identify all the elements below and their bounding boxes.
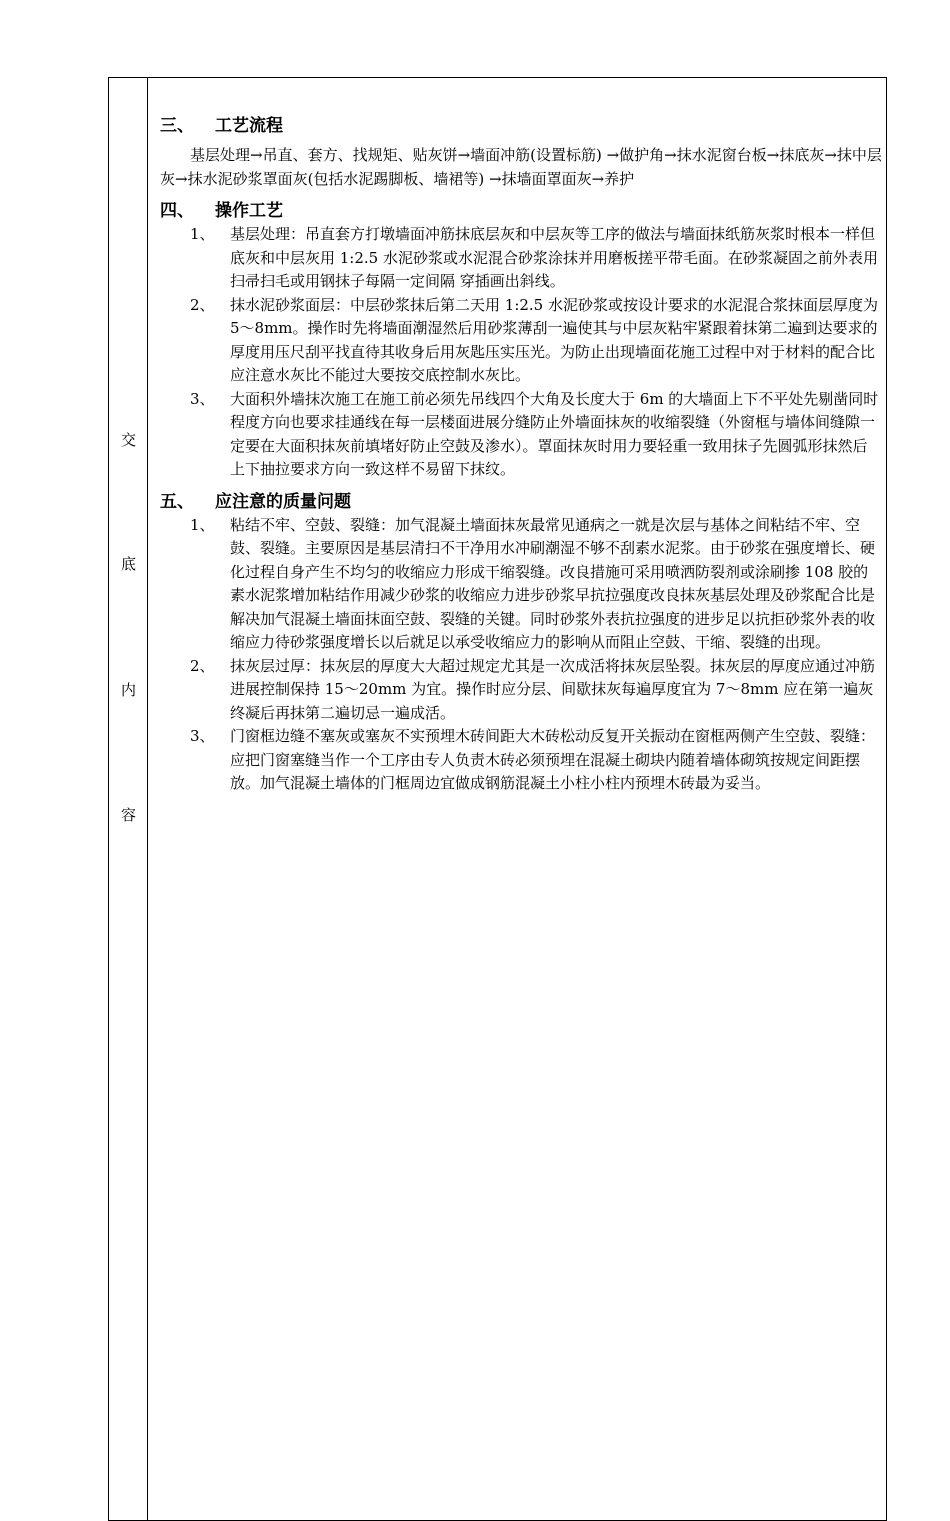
list-item	[160, 388, 882, 482]
item-text: 抹水泥砂浆面层：中层砂浆抹后第二天用 1:2.5 水泥砂浆或按设计要求的水泥混合浆抹面层厚度为 5～8mm。操作时先将墙面潮湿然后用砂浆薄刮一遍使其与中层灰粘牢紧跟着抹第二遍到达要求的厚度用压尺刮平找直待其收身后用灰匙压实压光。为防止出现墙面花施工过程中对于材料的配合比应注意水灰比不能过大要按交底控制水灰比。	[230, 295, 878, 384]
process-flow-text: 基层处理→吊直、套方、找规矩、贴灰饼→墙面冲筋(设置标筋) →做护角→抹水泥窗台板→抹底灰→抹中层灰→抹水泥砂浆罩面灰(包括水泥踢脚板、墙裙等) →抹墙面罩面灰→养护	[160, 146, 882, 188]
section-heading	[160, 490, 882, 514]
disclosure-content	[160, 114, 882, 796]
list-item	[160, 514, 882, 655]
item-number: 2、	[190, 656, 215, 675]
side-label-char: 交	[120, 431, 136, 449]
list-item	[160, 655, 882, 726]
item-number: 1、	[190, 515, 215, 534]
list-item	[160, 294, 882, 388]
side-label-char: 内	[120, 681, 136, 699]
list-item	[160, 725, 882, 796]
item-number: 2、	[190, 295, 215, 314]
list-item	[160, 223, 882, 294]
section-number: 五、	[160, 491, 194, 512]
item-number: 3、	[190, 389, 215, 408]
section-heading	[160, 114, 882, 138]
side-label-char: 底	[120, 555, 136, 573]
item-text: 粘结不牢、空鼓、裂缝：加气混凝土墙面抹灰最常见通病之一就是次层与基体之间粘结不牢、空鼓、裂缝。主要原因是基层清扫不干净用水冲刷潮湿不够不刮素水泥浆。由于砂浆在强度增长、硬化过程自身产生不均匀的收缩应力形成干缩裂缝。改良措施可采用喷洒防裂剂或涂刷掺 108 胶的素水泥浆增加粘结作用减少砂浆的收缩应力进步砂浆早抗拉强度改良抹灰基层处理及砂浆配合比是解决加气混凝土墙面抹面空鼓、裂缝的关键。同时砂浆外表抗拉强度的进步足以抗拒砂浆外表的收缩应力待砂浆强度增长以后就足以承受收缩应力的影响从而阻止空鼓、干缩、裂缝的出现。	[230, 515, 876, 651]
item-text: 门窗框边缝不塞灰或塞灰不实预埋木砖间距大木砖松动反复开关振动在窗框两侧产生空鼓、裂缝：应把门窗塞缝当作一个工序由专人负责木砖必须预埋在混凝土砌块内随着墙体砌筑按规定间距摆放。加气混凝土墙体的门框周边宜做成钢筋混凝土小柱小柱内预埋木砖最为妥当。	[230, 727, 876, 792]
side-label-char: 容	[120, 806, 136, 824]
side-label-column	[109, 78, 148, 1520]
section-title: 应注意的质量问题	[215, 491, 351, 512]
section-number: 三、	[160, 116, 194, 136]
section-title: 操作工艺	[215, 201, 283, 221]
section-number: 四、	[160, 201, 194, 221]
item-text: 大面积外墙抹次施工在施工前必须先吊线四个大角及长度大于 6m 的大墙面上下不平处先剔凿同时程度方向也要求挂通线在每一层楼面进展分缝防止外墙面抹灰的收缩裂缝（外窗框与墙体间缝隙一定要在大面积抹灰前填堵好防止空鼓及渗水）。罩面抹灰时用力要轻重一致用抹子先圆弧形抹然后上下抽拉要求方向一致这样不易留下抹纹。	[230, 389, 879, 478]
section-heading	[160, 199, 882, 223]
item-text: 抹灰层过厚：抹灰层的厚度大大超过规定尤其是一次成活将抹灰层坠裂。抹灰层的厚度应通过冲筋进展控制保持 15～20mm 为宜。操作时应分层、间歇抹灰每遍厚度宜为 7～8mm 应在第一遍灰终凝后再抹第二遍切忌一遍成活。	[230, 656, 876, 722]
item-text: 基层处理：吊直套方打墩墙面冲筋抹底层灰和中层灰等工序的做法与墙面抹纸筋灰浆时根本一样但底灰和中层灰用 1:2.5 水泥砂浆或水泥混合砂浆涂抹并用磨板搓平带毛面。在砂浆凝固之前外表用扫帚扫毛或用钢抹子每隔一定间隔 穿插画出斜线。	[230, 225, 878, 290]
section-title: 工艺流程	[215, 116, 283, 136]
item-number: 1、	[190, 225, 215, 243]
item-number: 3、	[190, 727, 215, 745]
